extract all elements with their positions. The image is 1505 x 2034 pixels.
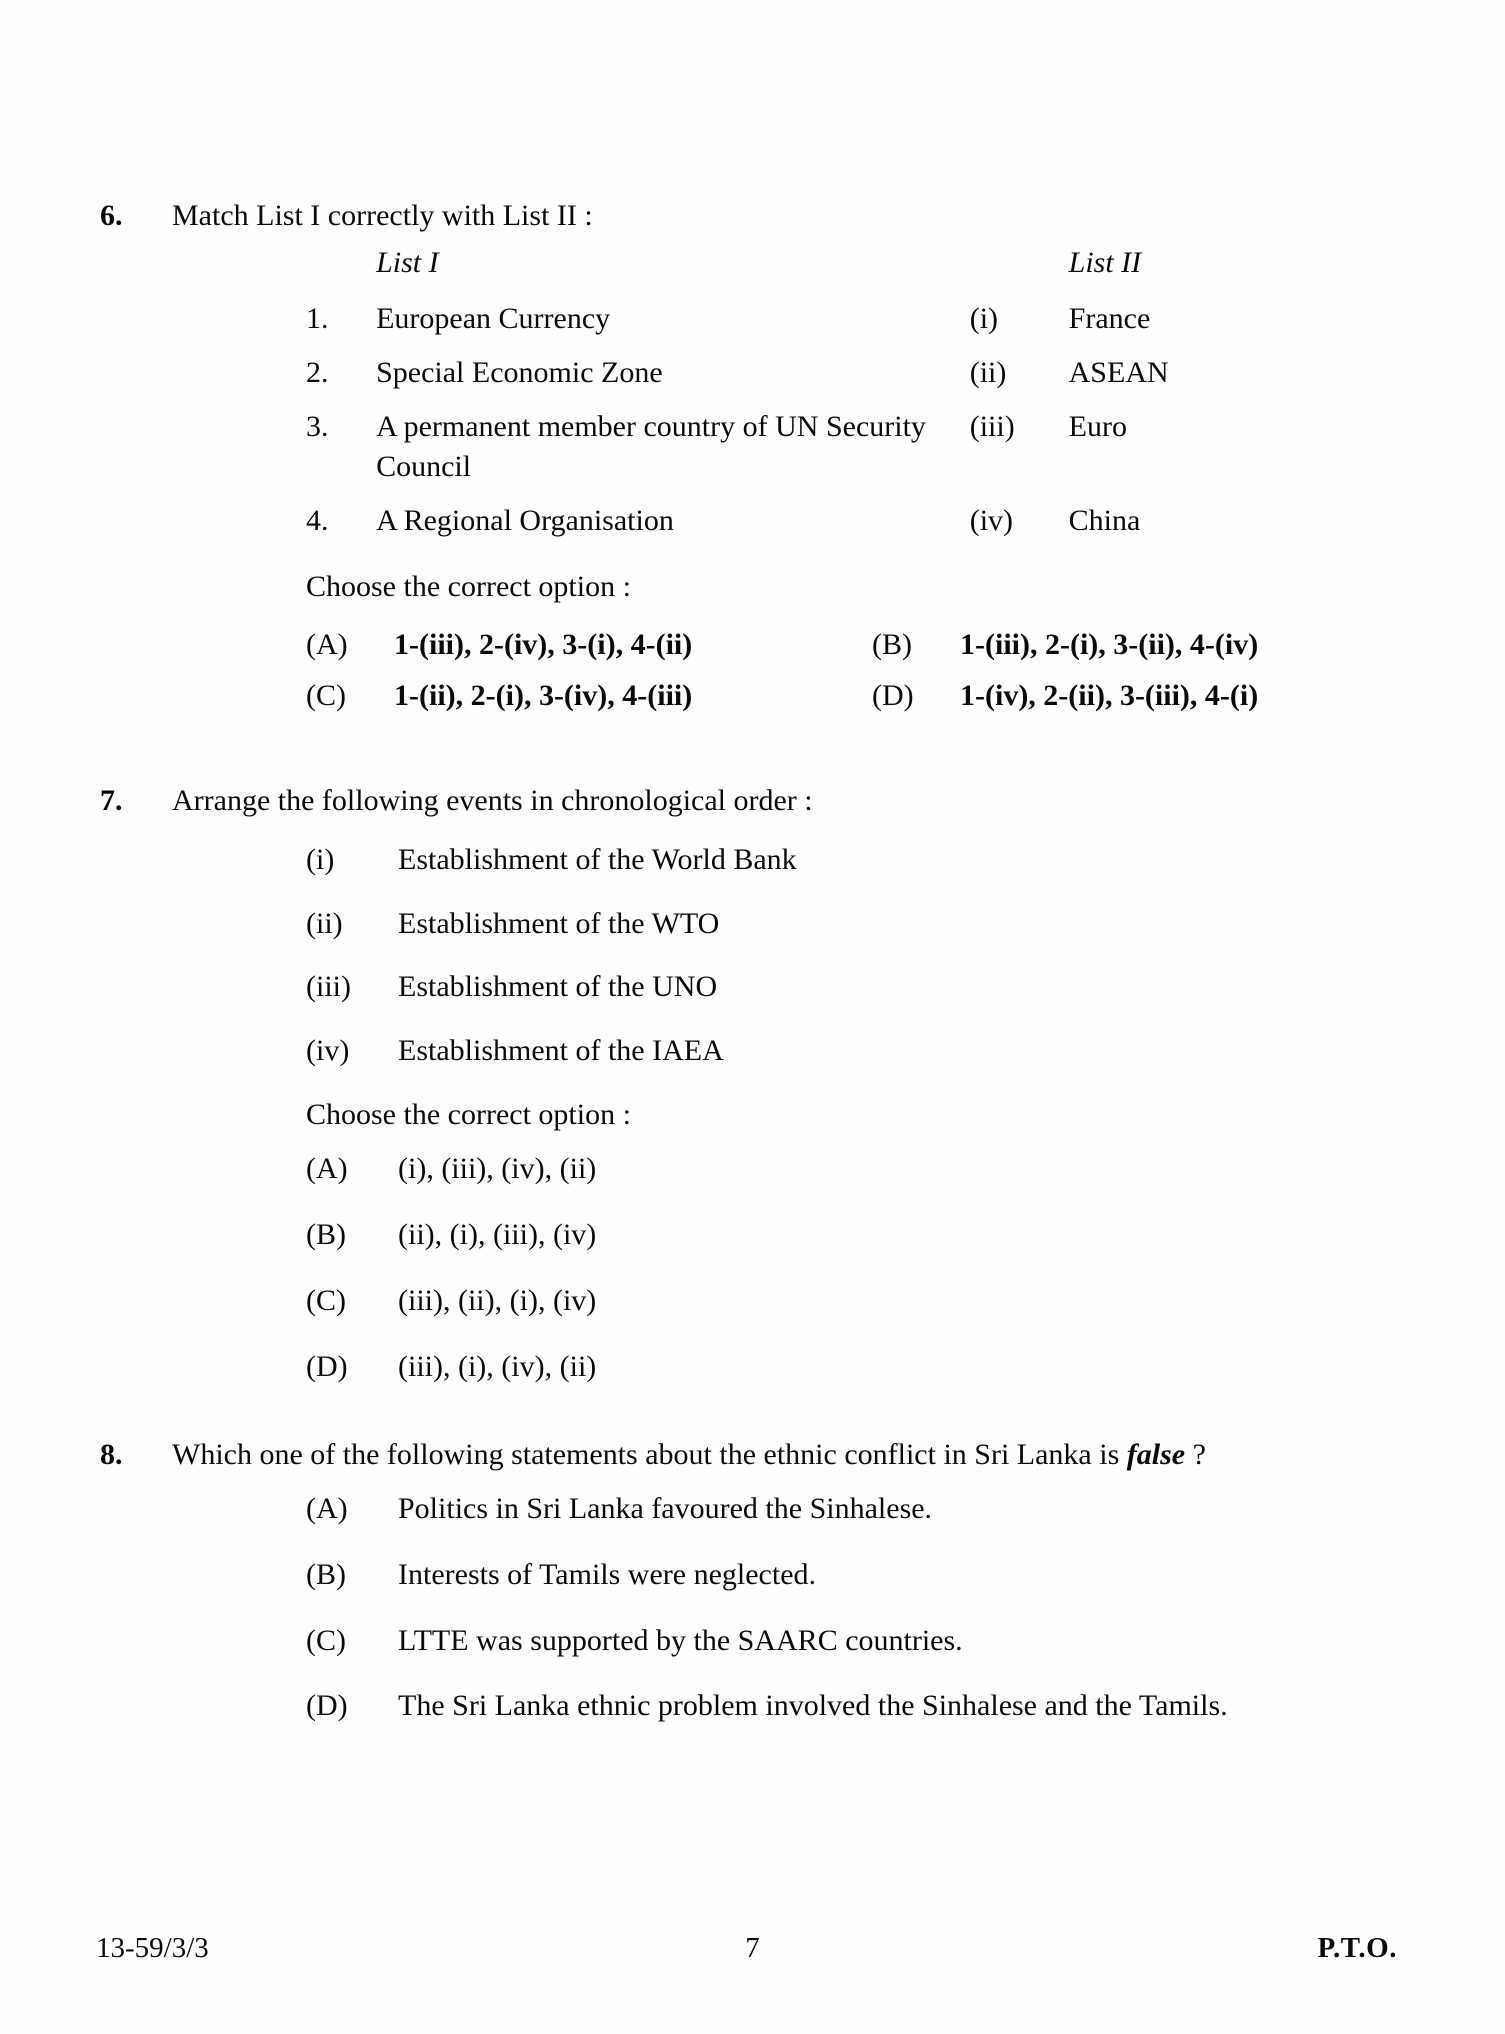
header-spacer-num	[306, 243, 376, 299]
match-list-table	[306, 243, 1316, 554]
option-b[interactable]	[306, 1555, 1505, 1595]
list-i-num-4: 4.	[306, 503, 329, 537]
question-8-stem-emphasis: false	[1126, 1437, 1186, 1471]
question-8-number: 8.	[100, 1437, 123, 1471]
option-b[interactable]	[872, 628, 1412, 662]
option-c-text: LTTE was supported by the SAARC countries.	[398, 1623, 963, 1657]
table-row	[306, 407, 1316, 501]
question-8-stem-part1: Which one of the following statements about the ethnic conflict in Sri Lanka is	[172, 1437, 1127, 1471]
option-a-text: Politics in Sri Lanka favoured the Sinhalese.	[398, 1491, 933, 1525]
option-c[interactable]	[306, 1281, 1505, 1321]
list-item	[306, 904, 1505, 944]
list-i-text-2: Special Economic Zone	[376, 355, 663, 389]
list-ii-header: List II	[1068, 246, 1142, 280]
question-6	[94, 196, 1505, 713]
list-ii-num-1: (i)	[969, 302, 999, 336]
option-b-label: (B)	[872, 628, 912, 662]
option-b[interactable]	[306, 1215, 1505, 1255]
list-ii-text-4: China	[1068, 503, 1141, 537]
list-i-num-2: 2.	[306, 355, 329, 389]
match-table-header-row	[306, 243, 1316, 299]
list-i-text-3: A permanent member country of UN Security Council	[376, 409, 926, 483]
list-item	[306, 967, 1505, 1007]
question-8-head	[94, 1435, 1505, 1475]
page-number: 7	[745, 1932, 760, 1964]
question-7-items	[306, 840, 1505, 1072]
option-d-text: (iii), (i), (iv), (ii)	[398, 1349, 597, 1383]
question-6-stem: Match List I correctly with List II :	[172, 199, 593, 232]
list-i-text-4: A Regional Organisation	[376, 503, 674, 537]
option-b-label: (B)	[306, 1557, 346, 1591]
option-a[interactable]	[306, 1489, 1505, 1529]
item-text-iii: Establishment of the UNO	[398, 970, 718, 1004]
option-b-label: (B)	[306, 1217, 346, 1251]
option-a-label: (A)	[306, 1152, 348, 1186]
item-marker-ii: (ii)	[306, 906, 343, 940]
question-6-options	[306, 628, 1466, 713]
question-8-options	[306, 1489, 1505, 1727]
table-row	[306, 299, 1316, 353]
header-spacer-rom	[970, 243, 1069, 299]
option-d[interactable]	[306, 1686, 1505, 1726]
option-c-label: (C)	[306, 679, 346, 713]
list-i-num-3: 3.	[306, 409, 329, 443]
option-c-text: (iii), (ii), (i), (iv)	[398, 1283, 597, 1317]
option-d-label: (D)	[872, 679, 914, 713]
pto-label: P.T.O.	[1317, 1932, 1397, 1964]
list-ii-num-3: (iii)	[969, 409, 1015, 443]
list-i-header: List I	[376, 246, 439, 280]
question-7-choose-label: Choose the correct option :	[306, 1098, 631, 1132]
option-d-label: (D)	[306, 1349, 348, 1383]
option-d[interactable]	[872, 679, 1412, 713]
option-c-label: (C)	[306, 1283, 346, 1317]
option-row-ab	[306, 628, 1466, 662]
question-7-stem: Arrange the following events in chronological order :	[172, 784, 813, 818]
list-ii-text-1: France	[1068, 302, 1151, 336]
question-6-number: 6.	[100, 199, 123, 232]
table-row	[306, 353, 1316, 407]
question-8-stem-part2: ?	[1185, 1437, 1206, 1471]
option-a-label: (A)	[306, 1491, 348, 1525]
option-a-label: (A)	[306, 628, 348, 662]
option-a[interactable]	[306, 1149, 1505, 1189]
option-b-text: 1-(iii), 2-(i), 3-(ii), 4-(iv)	[960, 628, 1259, 662]
item-text-iv: Establishment of the IAEA	[398, 1034, 724, 1068]
list-i-num-1: 1.	[306, 302, 329, 336]
item-text-i: Establishment of the World Bank	[398, 842, 797, 876]
question-6-head	[94, 196, 1505, 236]
option-d-text: The Sri Lanka ethnic problem involved the Sinhalese and the Tamils.	[398, 1689, 1228, 1723]
list-ii-num-2: (ii)	[969, 355, 1007, 389]
question-7-options	[306, 1149, 1505, 1387]
list-item	[306, 1031, 1505, 1071]
option-c-text: 1-(ii), 2-(i), 3-(iv), 4-(iii)	[394, 679, 693, 713]
list-ii-num-4: (iv)	[969, 503, 1014, 537]
question-8-stem	[172, 1435, 1505, 1475]
question-7-number: 7.	[100, 784, 123, 818]
list-ii-text-3: Euro	[1068, 409, 1127, 443]
option-a-text: 1-(iii), 2-(iv), 3-(i), 4-(ii)	[394, 628, 693, 662]
question-7-head	[94, 781, 1505, 821]
item-text-ii: Establishment of the WTO	[398, 906, 720, 940]
question-6-match-table-wrap	[306, 243, 1486, 554]
list-ii-text-2: ASEAN	[1068, 355, 1169, 389]
question-6-choose-label: Choose the correct option :	[306, 569, 631, 603]
item-marker-iv: (iv)	[306, 1034, 350, 1068]
list-item	[306, 840, 1505, 880]
question-8	[94, 1435, 1505, 1727]
option-a[interactable]	[306, 628, 872, 662]
option-b-text: Interests of Tamils were neglected.	[398, 1557, 817, 1591]
question-7	[94, 781, 1505, 1386]
table-row	[306, 501, 1316, 555]
option-a-text: (i), (iii), (iv), (ii)	[398, 1152, 597, 1186]
option-d[interactable]	[306, 1347, 1505, 1387]
option-c[interactable]	[306, 679, 872, 713]
paper-code: 13-59/3/3	[96, 1932, 209, 1964]
option-b-text: (ii), (i), (iii), (iv)	[398, 1217, 597, 1251]
item-marker-iii: (iii)	[306, 970, 351, 1004]
option-d-label: (D)	[306, 1689, 348, 1723]
page-footer	[0, 1932, 1505, 1972]
option-d-text: 1-(iv), 2-(ii), 3-(iii), 4-(i)	[960, 679, 1259, 713]
list-i-text-1: European Currency	[376, 302, 611, 336]
option-row-cd	[306, 679, 1466, 713]
item-marker-i: (i)	[306, 842, 335, 876]
option-c[interactable]	[306, 1621, 1505, 1661]
option-c-label: (C)	[306, 1623, 346, 1657]
